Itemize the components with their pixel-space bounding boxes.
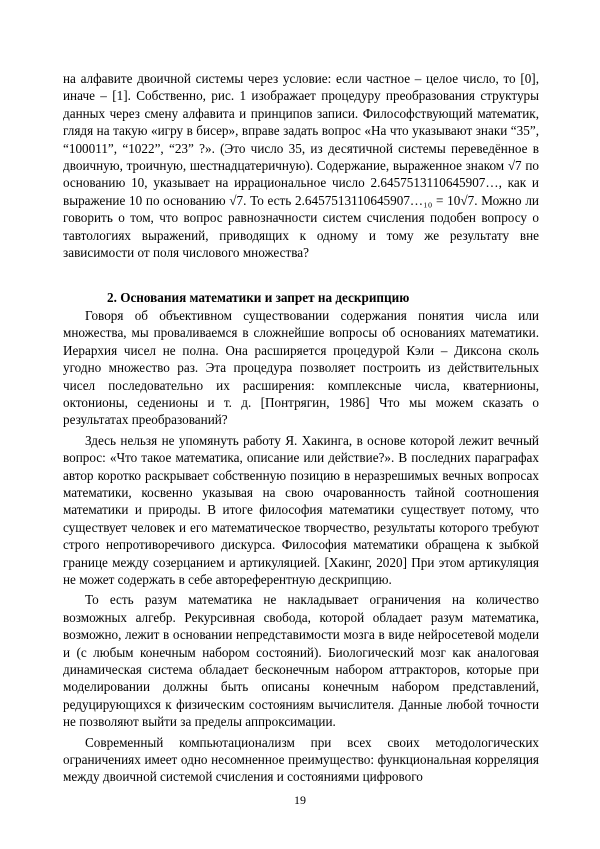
paragraph-2: Здесь нельзя не упомянуть работу Я. Хакинга, в основе которой лежит вечный вопрос: «Что такое математика, описание или действие?». В последних параграфах автор коротко раскрывает собственную позицию в неразрешимых вечных вопросах математики, косвенно указывая на свою очарованность тайной соотношения математики и природы. В итоге философия математики существует потому, что существует человек и его математическое творчество, результаты которого требуют строго непротиворечивого дискурса. Философия математики обращена к зыбкой границе между созерцанием и артикуляцией. [Хакинг, 2020] При этом артикуляция не может содержать в себе автореферентную дескрипцию.	[63, 432, 539, 587]
spacer	[63, 261, 539, 289]
paragraph-1: Говоря об объективном существовании содержания понятия числа или множества, мы проваливаемся в сложнейшие вопросы об основаниях математики. Иерархия чисел не полна. Она расширяется процедурой Кэли – Диксона сколь угодно множество раз. Эта процедура позволяет построить из действительных чисел последовательно их расширения: комплексные числа, кватернионы, октонионы, седенионы и т. д. [Понтрягин, 1986] Что мы можем сказать о результатах преобразований?	[63, 307, 539, 428]
page-content	[63, 70, 539, 786]
paragraph-3: То есть разум математика не накладывает ограничения на количество возможных алгебр. Рекурсивная свобода, которой обладает разум математика, возможно, лежит в основании непредставимости мозга в виде нейросетевой модели и (с любым конечным набором состояний). Биологический мозг как аналоговая динамическая система обладает бесконечным набором аттракторов, которые при моделировании должны быть описаны конечным набором представлений, редуцирующихся к физическим состояниям вычислителя. Данные любой точности не позволяют выйти за пределы аппроксимации.	[63, 592, 539, 730]
page-number: 19	[294, 793, 306, 807]
paragraph-continued: на алфавите двоичной системы через условие: если частное – целое число, то [0], иначе – [1]. Собственно, рис. 1 изображает процедуру преобразования структуры данных через смену алфавита и принципов записи. Философствующий математик, глядя на такую «игру в бисер», вправе задать вопрос «На что указывают знаки “35”, “100011”, “1022”, “23” ?». (Это число 35, из десятичной системы переведённое в двоичную, троичную, шестнадцатеричную). Содержание, выраженное знаком √7 по основанию 10, указывает на иррациональное число 2.6457513110645907…, как и выражение 10 по основанию √7. То есть 2.6457513110645907…₁₀ = 10√7. Можно ли говорить о том, что вопрос равнозначности систем счисления подобен вопросу о тавтологиях выражений, приводящих к одному и тому же результату вне зависимости от поля числового множества?	[63, 71, 539, 261]
paragraph-4: Современный компьютационализм при всех своих методологических ограничениях имеет одно несомненное преимущество: функциональная корреляция между двоичной системой счисления и состояниями цифрового	[63, 734, 539, 785]
section-heading: 2. Основания математики и запрет на дескрипцию	[107, 290, 410, 306]
